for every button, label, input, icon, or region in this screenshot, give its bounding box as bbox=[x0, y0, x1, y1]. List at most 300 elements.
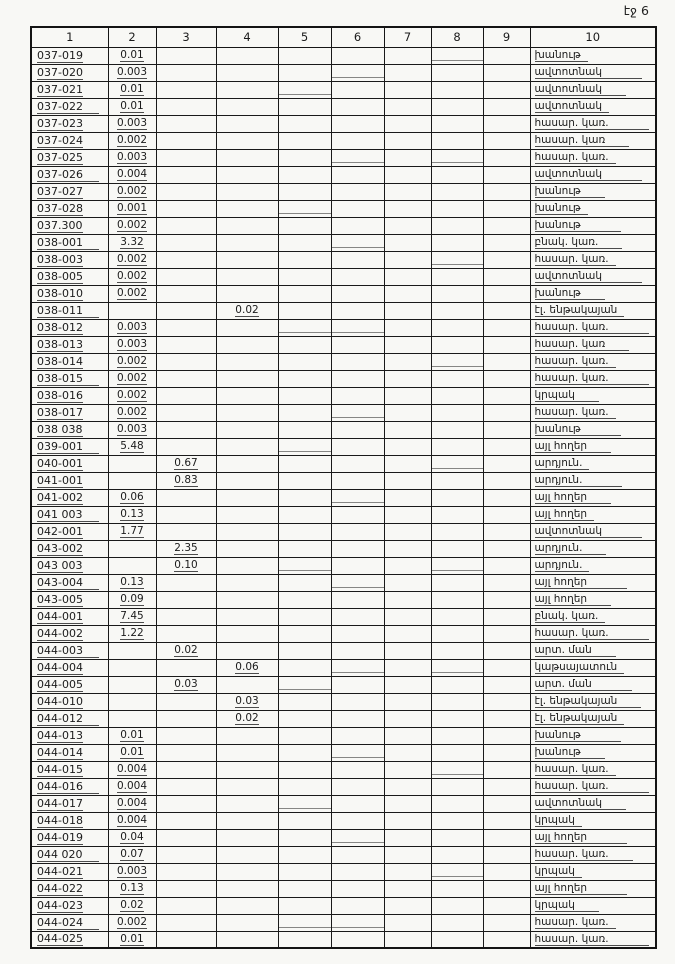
cell-area-value bbox=[331, 489, 384, 506]
header-row bbox=[31, 27, 656, 47]
cell-area-value bbox=[384, 64, 431, 81]
cell-area-value bbox=[156, 251, 216, 268]
cell-area-value bbox=[216, 404, 278, 421]
cell-area-value bbox=[483, 268, 530, 285]
cell-area-value bbox=[216, 183, 278, 200]
cell-area-value bbox=[216, 574, 278, 591]
cell-area-value bbox=[216, 625, 278, 642]
value-text: 7.45 bbox=[120, 610, 144, 622]
cell-area-value bbox=[216, 81, 278, 98]
cell-parcel-code bbox=[31, 166, 108, 183]
cell-parcel-code bbox=[31, 625, 108, 642]
cell-area-value bbox=[431, 744, 483, 761]
cell-area-value bbox=[384, 642, 431, 659]
cell-land-use bbox=[530, 472, 656, 489]
cell-area-value bbox=[108, 523, 156, 540]
table-row bbox=[31, 727, 656, 744]
cell-area-value bbox=[216, 115, 278, 132]
cell-land-use bbox=[530, 659, 656, 676]
cell-area-value bbox=[278, 472, 331, 489]
cell-area-value bbox=[431, 285, 483, 302]
cell-area-value bbox=[331, 795, 384, 812]
value-text: 0.09 bbox=[120, 593, 144, 605]
cell-area-value bbox=[156, 812, 216, 829]
value-text: 0.02 bbox=[235, 304, 259, 316]
cell-area-value bbox=[156, 234, 216, 251]
cell-parcel-code bbox=[31, 812, 108, 829]
table-row bbox=[31, 897, 656, 914]
table-row bbox=[31, 625, 656, 642]
cell-land-use bbox=[530, 251, 656, 268]
table-row bbox=[31, 795, 656, 812]
cell-area-value bbox=[384, 319, 431, 336]
cell-area-value bbox=[431, 98, 483, 115]
cell-area-value bbox=[483, 319, 530, 336]
cell-area-value bbox=[483, 778, 530, 795]
cell-area-value bbox=[216, 676, 278, 693]
cell-area-value bbox=[331, 47, 384, 64]
cell-area-value bbox=[431, 472, 483, 489]
table-row bbox=[31, 710, 656, 727]
table-row bbox=[31, 81, 656, 98]
land-use-text: այլ հողեր bbox=[535, 882, 628, 895]
cell-area-value bbox=[108, 812, 156, 829]
land-use-text: հասար. կառ. bbox=[535, 321, 649, 334]
table-row bbox=[31, 132, 656, 149]
cell-area-value bbox=[384, 421, 431, 438]
value-text: 0.02 bbox=[120, 899, 144, 911]
cell-area-value bbox=[108, 404, 156, 421]
value-text: 044-016 bbox=[37, 781, 99, 794]
land-use-text: հասար. կառ. bbox=[535, 763, 616, 776]
cell-area-value bbox=[108, 353, 156, 370]
value-text: 041 003 bbox=[37, 509, 99, 522]
cell-area-value bbox=[384, 353, 431, 370]
cell-land-use bbox=[530, 200, 656, 217]
value-text: 0.004 bbox=[116, 168, 148, 180]
land-use-text: այլ հողեր bbox=[535, 440, 612, 453]
cell-area-value bbox=[483, 200, 530, 217]
cell-area-value bbox=[431, 625, 483, 642]
cell-area-value bbox=[156, 642, 216, 659]
cell-area-value bbox=[431, 880, 483, 897]
land-use-text: ավտոտնակ bbox=[535, 100, 610, 113]
cell-area-value bbox=[156, 472, 216, 489]
cell-parcel-code bbox=[31, 642, 108, 659]
cell-area-value bbox=[483, 455, 530, 472]
land-use-text: արդյուն. bbox=[535, 559, 590, 572]
cell-area-value bbox=[431, 47, 483, 64]
cell-area-value bbox=[384, 115, 431, 132]
cell-area-value bbox=[331, 659, 384, 676]
cell-parcel-code bbox=[31, 557, 108, 574]
cell-area-value bbox=[431, 659, 483, 676]
cell-area-value bbox=[278, 625, 331, 642]
cell-area-value bbox=[331, 829, 384, 846]
land-use-text: բնակ. կառ. bbox=[535, 236, 623, 249]
value-text: 0.07 bbox=[120, 848, 144, 860]
cell-area-value bbox=[108, 472, 156, 489]
cell-area-value bbox=[431, 608, 483, 625]
table-row bbox=[31, 472, 656, 489]
cell-area-value bbox=[108, 693, 156, 710]
table-row bbox=[31, 489, 656, 506]
cell-area-value bbox=[384, 608, 431, 625]
cell-area-value bbox=[216, 132, 278, 149]
cell-area-value bbox=[483, 744, 530, 761]
cell-area-value bbox=[331, 608, 384, 625]
cell-area-value bbox=[331, 64, 384, 81]
cell-area-value bbox=[156, 387, 216, 404]
cell-area-value bbox=[156, 455, 216, 472]
table-row bbox=[31, 421, 656, 438]
value-text: 5.48 bbox=[120, 440, 144, 452]
cell-area-value bbox=[331, 319, 384, 336]
cell-area-value bbox=[216, 863, 278, 880]
table-row bbox=[31, 829, 656, 846]
cell-area-value bbox=[331, 693, 384, 710]
cell-area-value bbox=[431, 863, 483, 880]
cell-area-value bbox=[483, 47, 530, 64]
cell-area-value bbox=[278, 166, 331, 183]
cell-area-value bbox=[108, 914, 156, 931]
land-use-text: արդյուն. bbox=[535, 542, 607, 555]
cell-area-value bbox=[331, 387, 384, 404]
cell-area-value bbox=[431, 795, 483, 812]
cell-land-use bbox=[530, 795, 656, 812]
value-text: 044-003 bbox=[37, 645, 99, 658]
cell-area-value bbox=[483, 132, 530, 149]
cell-area-value bbox=[483, 404, 530, 421]
cell-area-value bbox=[431, 676, 483, 693]
cell-area-value bbox=[331, 98, 384, 115]
cell-area-value bbox=[156, 829, 216, 846]
cell-area-value bbox=[108, 744, 156, 761]
cell-area-value bbox=[278, 489, 331, 506]
cell-area-value bbox=[108, 115, 156, 132]
cell-area-value bbox=[108, 217, 156, 234]
header-cell-1: 1 bbox=[31, 27, 108, 47]
table-row bbox=[31, 880, 656, 897]
land-use-text: հասար. կառ. bbox=[535, 372, 649, 385]
cell-parcel-code bbox=[31, 931, 108, 948]
cell-parcel-code bbox=[31, 268, 108, 285]
cell-area-value bbox=[331, 761, 384, 778]
cell-area-value bbox=[156, 183, 216, 200]
cell-area-value bbox=[483, 523, 530, 540]
value-text: 037-022 bbox=[37, 101, 99, 114]
cell-area-value bbox=[156, 693, 216, 710]
cell-area-value bbox=[483, 183, 530, 200]
cell-area-value bbox=[483, 710, 530, 727]
cell-area-value bbox=[431, 200, 483, 217]
cell-area-value bbox=[108, 897, 156, 914]
cell-area-value bbox=[216, 489, 278, 506]
cell-land-use bbox=[530, 642, 656, 659]
cell-area-value bbox=[331, 438, 384, 455]
cell-area-value bbox=[108, 880, 156, 897]
cell-area-value bbox=[384, 336, 431, 353]
cell-land-use bbox=[530, 812, 656, 829]
cell-area-value bbox=[384, 523, 431, 540]
cell-area-value bbox=[108, 149, 156, 166]
header-cell-4: 4 bbox=[216, 27, 278, 47]
cell-area-value bbox=[483, 608, 530, 625]
value-text: 038-011 bbox=[37, 305, 99, 318]
cell-area-value bbox=[483, 353, 530, 370]
cell-area-value bbox=[431, 846, 483, 863]
cell-area-value bbox=[431, 540, 483, 557]
cell-area-value bbox=[278, 744, 331, 761]
land-use-text: ավտոտնակ bbox=[535, 525, 643, 538]
cell-area-value bbox=[483, 659, 530, 676]
cell-parcel-code bbox=[31, 523, 108, 540]
cell-land-use bbox=[530, 217, 656, 234]
land-use-text: արտ. ման bbox=[535, 644, 616, 657]
cell-parcel-code bbox=[31, 285, 108, 302]
cell-area-value bbox=[278, 217, 331, 234]
value-text: 042-001 bbox=[37, 524, 83, 538]
cell-area-value bbox=[384, 795, 431, 812]
cell-area-value bbox=[384, 268, 431, 285]
cell-area-value bbox=[384, 455, 431, 472]
cell-land-use bbox=[530, 931, 656, 948]
cell-area-value bbox=[278, 795, 331, 812]
cell-parcel-code bbox=[31, 404, 108, 421]
table-row bbox=[31, 302, 656, 319]
value-text: 041-002 bbox=[37, 490, 83, 504]
table-row bbox=[31, 591, 656, 608]
cell-area-value bbox=[384, 81, 431, 98]
value-text: 0.002 bbox=[116, 406, 148, 418]
cell-land-use bbox=[530, 523, 656, 540]
cell-area-value bbox=[216, 268, 278, 285]
cell-area-value bbox=[108, 336, 156, 353]
cell-area-value bbox=[216, 727, 278, 744]
cell-area-value bbox=[216, 370, 278, 387]
value-text: 043-002 bbox=[37, 541, 83, 555]
cell-land-use bbox=[530, 319, 656, 336]
cell-area-value bbox=[331, 523, 384, 540]
value-text: 037.300 bbox=[37, 218, 83, 232]
table-body bbox=[31, 47, 656, 948]
table-row bbox=[31, 863, 656, 880]
table-row bbox=[31, 438, 656, 455]
land-use-text: էլ. ենթակայան bbox=[535, 712, 625, 725]
cell-parcel-code bbox=[31, 727, 108, 744]
land-use-text: հասար. կառ. bbox=[535, 933, 649, 946]
table-row bbox=[31, 387, 656, 404]
cell-area-value bbox=[483, 489, 530, 506]
cell-area-value bbox=[156, 778, 216, 795]
cell-area-value bbox=[483, 472, 530, 489]
value-text: 0.06 bbox=[235, 661, 259, 673]
cell-area-value bbox=[216, 353, 278, 370]
cell-area-value bbox=[431, 761, 483, 778]
cell-area-value bbox=[216, 200, 278, 217]
cell-area-value bbox=[156, 421, 216, 438]
cell-area-value bbox=[216, 421, 278, 438]
cell-area-value bbox=[278, 336, 331, 353]
cell-area-value bbox=[431, 557, 483, 574]
cell-area-value bbox=[278, 353, 331, 370]
cell-parcel-code bbox=[31, 336, 108, 353]
cell-land-use bbox=[530, 710, 656, 727]
cell-area-value bbox=[278, 234, 331, 251]
header-cell-8: 8 bbox=[431, 27, 483, 47]
value-text: 044 020 bbox=[37, 849, 99, 862]
cell-area-value bbox=[331, 931, 384, 948]
land-use-text: ավտոտնակ bbox=[535, 66, 643, 79]
table-row bbox=[31, 812, 656, 829]
land-use-text: հասար. կառ. bbox=[535, 117, 649, 130]
cell-area-value bbox=[483, 625, 530, 642]
cell-area-value bbox=[431, 234, 483, 251]
cell-land-use bbox=[530, 387, 656, 404]
value-text: 044-022 bbox=[37, 881, 83, 895]
cell-area-value bbox=[331, 132, 384, 149]
cell-area-value bbox=[156, 914, 216, 931]
header-cell-9: 9 bbox=[483, 27, 530, 47]
land-use-text: հասար. կառ. bbox=[535, 151, 616, 164]
value-text: 3.32 bbox=[120, 236, 144, 248]
cell-area-value bbox=[216, 846, 278, 863]
cell-area-value bbox=[384, 710, 431, 727]
cell-area-value bbox=[216, 642, 278, 659]
land-use-text: կրպակ bbox=[535, 814, 582, 827]
land-use-text: խանութ bbox=[535, 729, 621, 742]
cell-area-value bbox=[278, 591, 331, 608]
land-use-text: կաթսայատուն bbox=[535, 661, 625, 674]
cell-area-value bbox=[156, 608, 216, 625]
table-row bbox=[31, 931, 656, 948]
land-use-text: բնակ. կառ. bbox=[535, 610, 606, 623]
value-text: 1.77 bbox=[120, 525, 144, 537]
cell-area-value bbox=[431, 251, 483, 268]
cell-land-use bbox=[530, 591, 656, 608]
cell-area-value bbox=[431, 81, 483, 98]
cell-land-use bbox=[530, 625, 656, 642]
cell-area-value bbox=[108, 166, 156, 183]
cell-area-value bbox=[156, 302, 216, 319]
cell-area-value bbox=[108, 285, 156, 302]
cell-area-value bbox=[278, 506, 331, 523]
value-text: 037-027 bbox=[37, 184, 83, 198]
cell-area-value bbox=[216, 47, 278, 64]
cell-area-value bbox=[331, 727, 384, 744]
cell-area-value bbox=[431, 115, 483, 132]
cell-area-value bbox=[278, 523, 331, 540]
cell-area-value bbox=[331, 472, 384, 489]
cell-land-use bbox=[530, 778, 656, 795]
cell-parcel-code bbox=[31, 506, 108, 523]
cell-area-value bbox=[278, 438, 331, 455]
land-use-text: խանութ bbox=[535, 746, 605, 759]
cell-area-value bbox=[431, 455, 483, 472]
value-text: 0.002 bbox=[116, 355, 148, 367]
value-text: 037-028 bbox=[37, 201, 83, 215]
cell-parcel-code bbox=[31, 421, 108, 438]
table-row bbox=[31, 115, 656, 132]
cell-area-value bbox=[108, 540, 156, 557]
cell-area-value bbox=[483, 727, 530, 744]
cell-parcel-code bbox=[31, 47, 108, 64]
cell-area-value bbox=[108, 778, 156, 795]
cell-area-value bbox=[278, 778, 331, 795]
land-use-text: կրպակ bbox=[535, 389, 599, 402]
cell-area-value bbox=[156, 200, 216, 217]
cell-area-value bbox=[384, 302, 431, 319]
cell-area-value bbox=[216, 64, 278, 81]
cell-land-use bbox=[530, 166, 656, 183]
value-text: 0.83 bbox=[174, 474, 198, 486]
land-use-text: հասար. կառ. bbox=[535, 848, 633, 861]
cell-area-value bbox=[431, 64, 483, 81]
cell-area-value bbox=[331, 166, 384, 183]
value-text: 0.01 bbox=[120, 83, 144, 95]
cell-area-value bbox=[216, 455, 278, 472]
value-text: 0.003 bbox=[116, 338, 148, 350]
cell-area-value bbox=[216, 302, 278, 319]
cell-area-value bbox=[431, 914, 483, 931]
cell-area-value bbox=[156, 47, 216, 64]
cell-area-value bbox=[483, 81, 530, 98]
value-text: 038-010 bbox=[37, 286, 83, 300]
cell-area-value bbox=[278, 761, 331, 778]
cell-area-value bbox=[384, 489, 431, 506]
land-use-text: կրպակ bbox=[535, 865, 582, 878]
cell-area-value bbox=[431, 421, 483, 438]
value-text: 0.003 bbox=[116, 151, 148, 163]
cell-area-value bbox=[278, 319, 331, 336]
cell-area-value bbox=[108, 81, 156, 98]
land-use-text: հասար. կառ bbox=[535, 134, 630, 147]
cell-area-value bbox=[483, 761, 530, 778]
cell-area-value bbox=[108, 727, 156, 744]
cell-area-value bbox=[216, 778, 278, 795]
cell-parcel-code bbox=[31, 183, 108, 200]
header-cell-5: 5 bbox=[278, 27, 331, 47]
cell-area-value bbox=[384, 370, 431, 387]
cell-area-value bbox=[384, 591, 431, 608]
cell-area-value bbox=[278, 931, 331, 948]
cell-area-value bbox=[384, 676, 431, 693]
value-text: 039-001 bbox=[37, 441, 99, 454]
value-text: 0.04 bbox=[120, 831, 144, 843]
cell-area-value bbox=[431, 387, 483, 404]
value-text: 044-018 bbox=[37, 813, 83, 827]
cell-area-value bbox=[108, 506, 156, 523]
cell-area-value bbox=[431, 319, 483, 336]
cell-land-use bbox=[530, 370, 656, 387]
cell-parcel-code bbox=[31, 64, 108, 81]
cell-area-value bbox=[483, 574, 530, 591]
value-text: 0.002 bbox=[116, 253, 148, 265]
cell-land-use bbox=[530, 268, 656, 285]
cell-land-use bbox=[530, 897, 656, 914]
cell-area-value bbox=[108, 557, 156, 574]
value-text: 0.06 bbox=[120, 491, 144, 503]
cell-area-value bbox=[278, 693, 331, 710]
cell-area-value bbox=[331, 540, 384, 557]
cell-parcel-code bbox=[31, 914, 108, 931]
cell-area-value bbox=[431, 506, 483, 523]
cell-area-value bbox=[216, 795, 278, 812]
table-row bbox=[31, 523, 656, 540]
cell-area-value bbox=[108, 251, 156, 268]
cell-area-value bbox=[156, 217, 216, 234]
cell-land-use bbox=[530, 880, 656, 897]
